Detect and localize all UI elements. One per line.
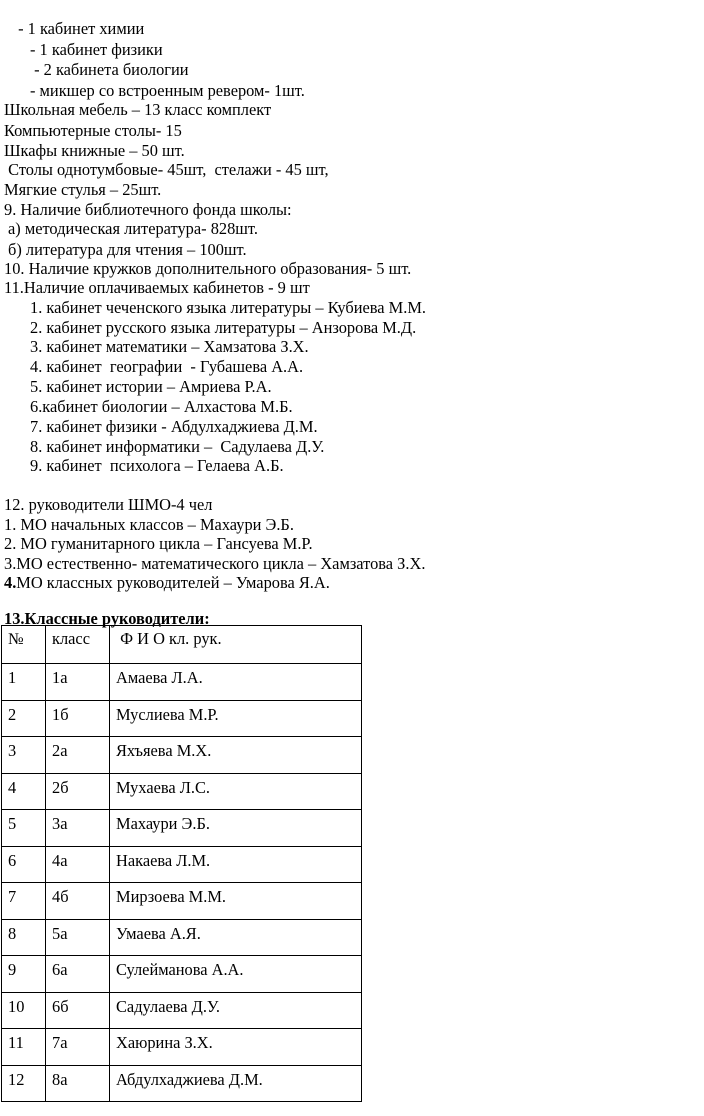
teacher-name-cell: Мухаева Л.С. — [110, 773, 362, 810]
paid-room-item: 2. кабинет русского языка литературы – Анзорова М.Д. — [30, 318, 417, 337]
teacher-name-cell: Хаюрина З.Х. — [110, 1029, 362, 1066]
teacher-name-cell: Махаури Э.Б. — [110, 810, 362, 847]
row-number: 3 — [2, 737, 46, 774]
row-number: 10 — [2, 992, 46, 1029]
table-row — [2, 919, 362, 956]
class-cell: 6а — [46, 956, 110, 993]
library-item: а) методическая литература- 828шт. — [8, 219, 258, 238]
shmo-item: 3.МО естественно- математического цикла – Хамзатова З.Х. — [4, 554, 426, 573]
class-cell: 5а — [46, 919, 110, 956]
furniture-line: Мягкие стулья – 25шт. — [4, 180, 162, 199]
class-cell: 4б — [46, 883, 110, 920]
table-row — [2, 700, 362, 737]
shmo-item-number: 4. — [4, 573, 17, 592]
teacher-name-cell: Мирзоева М.М. — [110, 883, 362, 920]
class-cell: 7а — [46, 1029, 110, 1066]
column-header: № — [2, 626, 46, 664]
class-cell: 4а — [46, 846, 110, 883]
teacher-name-cell: Садулаева Д.У. — [110, 992, 362, 1029]
paid-room-item: 6.кабинет биологии – Алхастова М.Б. — [30, 397, 293, 416]
paid-room-item: 1. кабинет чеченского языка литературы – Кубиева М.М. — [30, 298, 426, 317]
table-row — [2, 1065, 362, 1102]
shmo-item — [4, 573, 330, 593]
row-number: 11 — [2, 1029, 46, 1066]
table-row — [2, 810, 362, 847]
shmo-item: 1. МО начальных классов – Махаури Э.Б. — [4, 515, 294, 534]
table-header-row — [2, 626, 362, 664]
paid-rooms-heading: 11.Наличие оплачиваемых кабинетов - 9 шт — [4, 278, 310, 297]
shmo-item: 2. МО гуманитарного цикла – Гансуева М.Р. — [4, 534, 313, 553]
paid-room-item: 3. кабинет математики – Хамзатова З.Х. — [30, 337, 309, 356]
teacher-name-cell: Абдулхаджиева Д.М. — [110, 1065, 362, 1102]
paid-room-item: 4. кабинет географии - Губашева А.А. — [30, 357, 304, 376]
table-row — [2, 773, 362, 810]
shmo-item-text: МО классных руководителей – Умарова Я.А. — [16, 573, 330, 592]
teacher-name-cell: Яхъяева М.Х. — [110, 737, 362, 774]
class-cell: 6б — [46, 992, 110, 1029]
furniture-line: Столы однотумбовые- 45шт, стелажи - 45 шт, — [4, 160, 329, 179]
paid-room-item: 5. кабинет истории – Амриева Р.А. — [30, 377, 272, 396]
row-number: 4 — [2, 773, 46, 810]
table-row — [2, 846, 362, 883]
row-number: 1 — [2, 664, 46, 701]
row-number: 2 — [2, 700, 46, 737]
furniture-line: Компьютерные столы- 15 — [4, 121, 182, 140]
table-row — [2, 992, 362, 1029]
furniture-line: Школьная мебель – 13 класс комплект — [4, 100, 272, 119]
teacher-name-cell: Сулейманова А.А. — [110, 956, 362, 993]
paid-room-item: 9. кабинет психолога – Гелаева А.Б. — [30, 456, 284, 475]
paid-room-item: 7. кабинет физики - Абдулхаджиева Д.М. — [30, 417, 318, 436]
column-header: класс — [46, 626, 110, 664]
row-number: 6 — [2, 846, 46, 883]
class-cell: 2б — [46, 773, 110, 810]
shmo-heading: 12. руководители ШМО-4 чел — [4, 495, 213, 514]
clubs-line: 10. Наличие кружков дополнительного образования- 5 шт. — [4, 259, 412, 278]
row-number: 8 — [2, 919, 46, 956]
row-number: 5 — [2, 810, 46, 847]
column-header: Ф И О кл. рук. — [110, 626, 362, 664]
row-number: 12 — [2, 1065, 46, 1102]
equipment-line: - 2 кабинета биологии — [30, 60, 189, 79]
class-cell: 1б — [46, 700, 110, 737]
teacher-name-cell: Амаева Л.А. — [110, 664, 362, 701]
equipment-line: - 1 кабинет химии — [14, 19, 145, 38]
class-cell: 2а — [46, 737, 110, 774]
class-cell: 3а — [46, 810, 110, 847]
table-row — [2, 956, 362, 993]
class-heads-heading: 13.Классные руководители: — [4, 609, 210, 628]
table-row — [2, 1029, 362, 1066]
library-heading: 9. Наличие библиотечного фонда школы: — [4, 200, 292, 219]
equipment-line: - микшер со встроенным ревером- 1шт. — [30, 81, 305, 100]
table-row — [2, 737, 362, 774]
table-row — [2, 883, 362, 920]
class-cell: 1а — [46, 664, 110, 701]
library-item: б) литература для чтения – 100шт. — [8, 240, 247, 259]
teacher-name-cell: Накаева Л.М. — [110, 846, 362, 883]
teacher-name-cell: Муслиева М.Р. — [110, 700, 362, 737]
class-heads-table — [1, 625, 362, 1102]
row-number: 9 — [2, 956, 46, 993]
equipment-line: - 1 кабинет физики — [30, 40, 163, 59]
paid-room-item: 8. кабинет информатики – Садулаева Д.У. — [30, 437, 325, 456]
class-cell: 8а — [46, 1065, 110, 1102]
furniture-line: Шкафы книжные – 50 шт. — [4, 141, 185, 160]
teacher-name-cell: Умаева А.Я. — [110, 919, 362, 956]
row-number: 7 — [2, 883, 46, 920]
table-row — [2, 664, 362, 701]
